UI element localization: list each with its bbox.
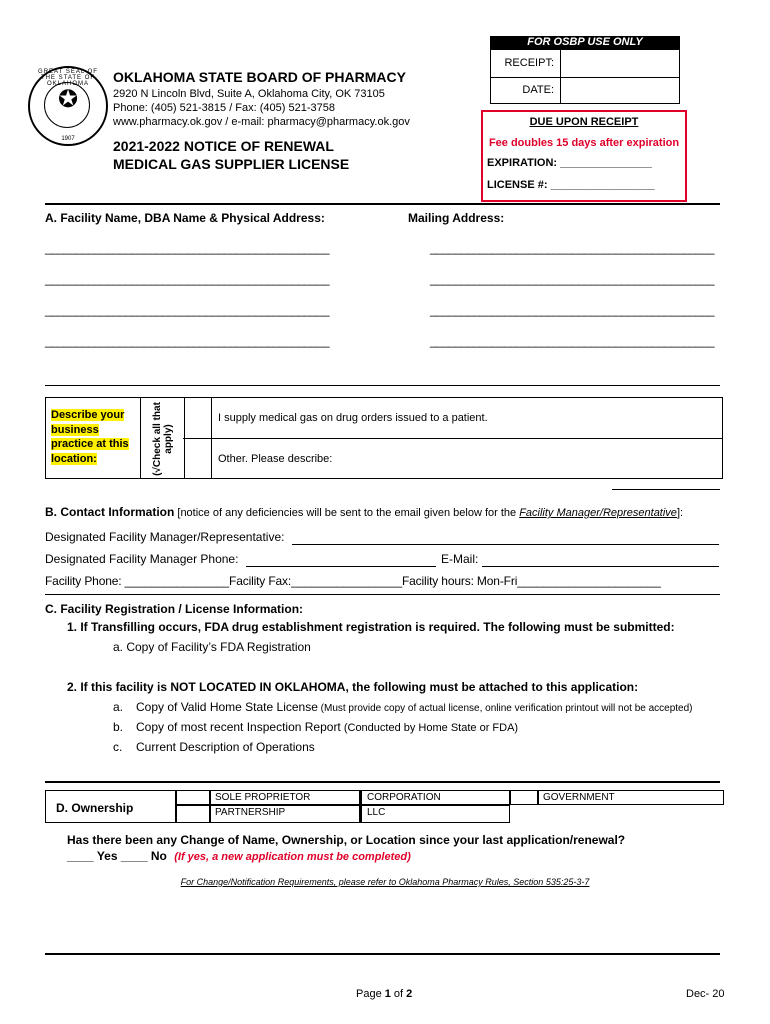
if-yes-note: (If yes, a new application must be completed) (174, 851, 411, 863)
item2a-main: Copy of Valid Home State License (136, 700, 318, 714)
partnership-label: PARTNERSHIP (210, 805, 360, 823)
manager-label: Designated Facility Manager/Representative: (45, 530, 285, 544)
mailing-address-line-1[interactable]: ______________________________________________ (430, 241, 714, 255)
sole-proprietor-label: SOLE PROPRIETOR (210, 790, 360, 805)
section-c-item2: 2. If this facility is NOT LOCATED IN OKLAHOMA, the following must be attached to this application: (67, 680, 639, 694)
checkbox-other[interactable] (183, 439, 211, 478)
section-b-note-link: Facility Manager/Representative (519, 507, 677, 519)
manager-phone-label: Designated Facility Manager Phone: (45, 552, 239, 566)
row-divider (211, 438, 722, 439)
date-label: DATE: (491, 77, 561, 104)
physical-address-line-3[interactable]: ______________________________________________ (45, 303, 329, 317)
checkbox-government[interactable] (510, 790, 538, 805)
board-phone: Phone: (405) 521-3815 / Fax: (405) 521-3758 (113, 102, 335, 114)
divider (45, 594, 720, 595)
checkbox-partnership[interactable] (176, 805, 210, 823)
divider (612, 489, 720, 490)
date-row (491, 77, 679, 104)
llc-label: LLC (360, 805, 510, 823)
option-other: Other. Please describe: (218, 453, 333, 465)
section-c-item1: 1. If Transfilling occurs, FDA drug establishment registration is required. The following must be submitted: (67, 620, 675, 634)
mailing-address-label: Mailing Address: (408, 211, 505, 225)
item2a-letter: a. (113, 700, 124, 714)
section-b-title: B. Contact Information (45, 505, 175, 519)
checkbox-column (183, 398, 212, 478)
board-name: OKLAHOMA STATE BOARD OF PHARMACY (113, 69, 406, 85)
item2b-main: Copy of most recent Inspection Report (136, 720, 341, 734)
license-number-field[interactable]: LICENSE #: _________________ (487, 179, 655, 191)
business-practice-label: Describe your business practice at this location: (51, 409, 129, 465)
seal-text: GREAT SEAL OF THE STATE OF OKLAHOMA (38, 69, 98, 87)
page-of: of (390, 988, 407, 1000)
divider (45, 953, 720, 955)
manager-phone-input[interactable] (246, 566, 436, 567)
manager-input[interactable] (292, 544, 719, 545)
facility-phone-fax-hours[interactable]: Facility Phone: ________________Facility Fax:_________________Facility hours: Mon-Fri______________________ (45, 574, 661, 588)
page-total: 2 (406, 988, 413, 1000)
item2a (136, 700, 693, 714)
rules-reference: For Change/Notification Requirements, please refer to Oklahoma Pharmacy Rules, Section 535:25-3-7 (180, 877, 590, 887)
item2c-letter: c. (113, 740, 123, 754)
page-current: 1 (384, 988, 391, 1000)
mailing-address-line-2[interactable]: ______________________________________________ (430, 272, 714, 286)
receipt-label: RECEIPT: (491, 50, 561, 77)
email-input[interactable] (482, 566, 719, 567)
physical-address-line-4[interactable]: ______________________________________________ (45, 334, 329, 348)
section-b-note: [notice of any deficiencies will be sent to the email given below for the (174, 507, 520, 519)
email-label: E-Mail: (441, 552, 479, 566)
yes-no-options[interactable]: ____ Yes ____ No (67, 849, 167, 863)
notice-title-line2: MEDICAL GAS SUPPLIER LICENSE (113, 156, 350, 172)
ownership-title-cell (45, 790, 176, 823)
notice-title-line1: 2021-2022 NOTICE OF RENEWAL (113, 138, 334, 154)
physical-address-line-2[interactable]: ______________________________________________ (45, 272, 329, 286)
divider (45, 781, 720, 783)
physical-address-line-1[interactable]: ______________________________________________ (45, 241, 329, 255)
due-upon-receipt-box (481, 110, 687, 202)
item2a-note: (Must provide copy of actual license, online verification printout will not be accepted) (317, 703, 693, 714)
change-question: Has there been any Change of Name, Ownership, or Location since your last application/renewal? (67, 833, 626, 847)
expiration-field[interactable]: EXPIRATION: _______________ (487, 157, 652, 169)
section-a-title: A. Facility Name, DBA Name & Physical Address: (45, 211, 325, 225)
option-supply-patient: I supply medical gas on drug orders issued to a patient. (218, 412, 488, 424)
government-label: GOVERNMENT (538, 790, 724, 805)
seal-year: 1907 (61, 136, 75, 142)
state-seal (28, 66, 108, 146)
section-c-title: C. Facility Registration / License Information: (45, 602, 304, 616)
section-b-heading (45, 505, 683, 519)
divider (45, 203, 720, 205)
item2b-note: (Conducted by Home State or FDA) (340, 722, 519, 734)
item2b-letter: b. (113, 720, 124, 734)
checkbox-sole-proprietor[interactable] (176, 790, 210, 805)
section-b-note-end: ]: (676, 507, 684, 519)
revision-date: Dec- 20 (686, 988, 725, 1000)
section-d-title: D. Ownership (56, 801, 134, 815)
item2c: Current Description of Operations (136, 740, 315, 754)
business-practice-table (45, 397, 723, 479)
corporation-label: CORPORATION (360, 790, 510, 805)
check-column (140, 398, 185, 478)
osbp-use-only-header: FOR OSBP USE ONLY (490, 36, 680, 49)
section-c-item1a: a. Copy of Facility’s FDA Registration (113, 640, 311, 654)
mailing-address-line-4[interactable]: ______________________________________________ (430, 334, 714, 348)
board-address: 2920 N Lincoln Blvd, Suite A, Oklahoma City, OK 73105 (113, 88, 385, 100)
osbp-use-only-box (490, 49, 680, 104)
checkbox-supply-patient[interactable] (183, 398, 211, 438)
yes-no-row (67, 849, 411, 863)
board-web: www.pharmacy.ok.gov / e-mail: pharmacy@pharmacy.ok.gov (113, 116, 410, 128)
page-number (356, 988, 412, 1000)
due-title: DUE UPON RECEIPT (529, 116, 639, 128)
receipt-row (491, 50, 679, 78)
divider (45, 385, 720, 386)
star-icon: ✪ (57, 86, 79, 113)
item2b (136, 720, 518, 734)
mailing-address-line-3[interactable]: ______________________________________________ (430, 303, 714, 317)
page-prefix: Page (356, 988, 385, 1000)
fee-warning: Fee doubles 15 days after expiration (488, 137, 680, 149)
check-all-label: (√Check all that apply) (152, 402, 174, 476)
